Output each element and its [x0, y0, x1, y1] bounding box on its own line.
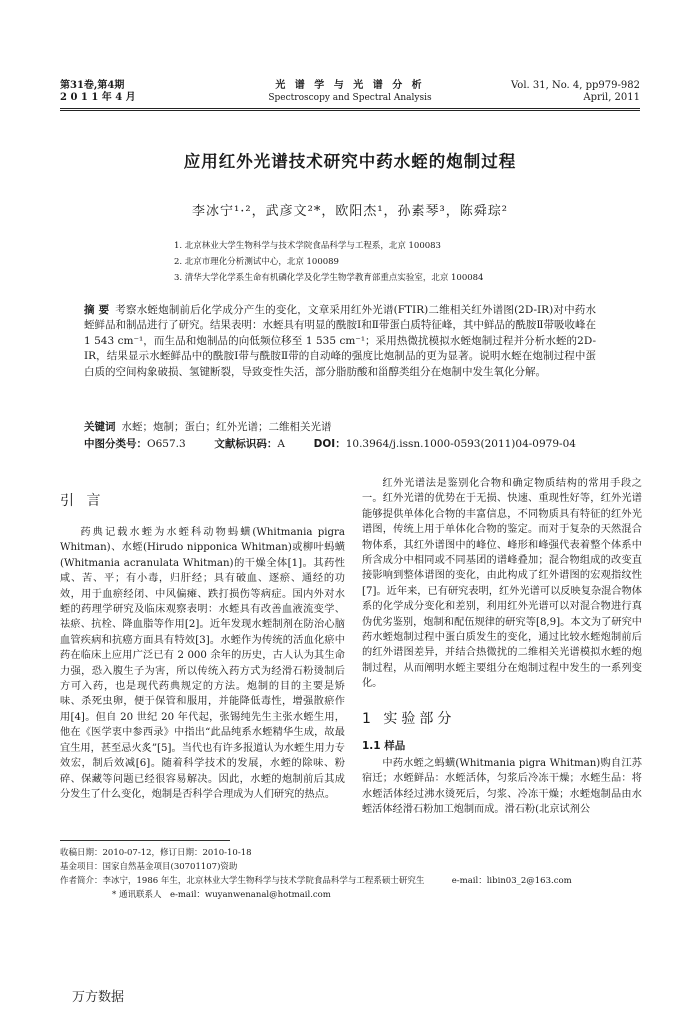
received-dates: 收稿日期：2010-07-12，修订日期：2010-10-18 — [60, 848, 252, 858]
keywords — [84, 420, 604, 434]
introduction-heading: 引 言 — [60, 493, 105, 509]
journal-name-en: Spectroscopy and Spectral Analysis — [268, 93, 432, 103]
samples-subheading: 1.1 样品 — [362, 739, 406, 752]
affiliation-2: 2. 北京市理化分析测试中心，北京 100089 — [174, 257, 339, 267]
footnote-rule — [60, 840, 230, 841]
clc-label: 中图分类号： — [84, 438, 147, 450]
journal-title-header — [200, 80, 500, 104]
corresponding-author: * 通讯联系人 e-mail：wuyanwenanal@hotmail.com — [112, 890, 331, 900]
doc-code-label: 文献标识码： — [214, 438, 278, 450]
issue-date: 2 0 1 1 年 4 月 — [60, 92, 136, 103]
header-rule-thick — [60, 108, 640, 109]
affiliation-3: 3. 清华大学化学系生命有机磷化学及化学生物学教育部重点实验室，北京 100084 — [174, 273, 484, 283]
author-bio — [60, 874, 640, 888]
introduction-paragraph: 药典记载水蛭为水蛭科动物蚂蟥(Whitmania pigra Whitman)、水蛭(Hirudo nipponica Whitman)或柳叶蚂蟥(Whitmania acranulata Whitman)的干燥全体[1]。其药性咸、苦、平；有小毒，归肝经；具有破血、逐瘀、通经的功效，用于血瘀经闭、中风偏瘫、跌打损伤等病症。国内外对水蛭的药理学研究及临床观察表明：水蛭具有改善血液流变学、祛瘀、抗栓、降血脂等作用[2]。近年发现水蛭制剂在防治心脑血管疾病和抗癌方面具有特效[3]。水蛭作为传统的活血化瘀中药在临床上应用广泛已有 2 000 余年的历史，古人认为其生命力强，恐入腹生子为害，所以传统入药方式为经滑石粉烫制后方可入药，也是现代药典规定的方法。炮制的目的主要是矫味、杀死虫卵，便于保管和服用，并能降低毒性，增强散瘀作用[4]。但自 20 世纪 20 年代起，张锡纯先生主张水蛭生用，他在《医学衷中参西录》中指出“此品纯系水蛭精华生成，故最宜生用，甚至忌火炙”[5]。当代也有许多报道认为水蛭生用力专效宏，制后效减[6]。随着科学技术的发展，水蛭的除味、粉碎、保藏等问题已经很容易解决。因此，水蛭的炮制前后其成分发生了什么变化，炮制是否科学合理成为人们研究的热点。 — [60, 527, 345, 800]
abstract-text: 考察水蛭炮制前后化学成分产生的变化，文章采用红外光谱(FTIR)二维相关红外谱图(2D-IR)对中药水蛭鲜品和制品进行了研究。结果表明：水蛭具有明显的酰胺Ⅰ和Ⅱ带蛋白质特征峰，其中鲜品的酰胺Ⅱ带吸收峰在 1 543 cm⁻¹，而生品和炮制品的向低频位移至 1 535 cm⁻¹；采用热微扰模拟水蛭炮制过程并分析水蛭的2D-IR，结果显示水蛭鲜品中的酰胺Ⅰ带与酰胺Ⅱ带的自动峰的强度比炮制品的更为显著。说明水蛭在炮制过程中蛋白质的空间构象破损、氢键断裂，导致变性失活，部分脂肪酸和甾醇类组分在炮制中发生氧化分解。 — [84, 304, 596, 378]
journal-name-cn: 光 谱 学 与 光 谱 分 析 — [275, 80, 425, 91]
abstract-label: 摘 要 — [84, 304, 110, 316]
abstract — [84, 303, 596, 380]
doi-value: 10.3964/j.issn.1000-0593(2011)04-0979-04 — [345, 438, 576, 450]
author-email: e-mail：libin03_2@163.com — [451, 876, 572, 886]
samples-paragraph: 中药水蛭之蚂蟥(Whitmania pigra Whitman)购自江苏宿迁；水蛭鲜品：水蛭活体，匀浆后冷冻干燥；水蛭生品：将水蛭活体经过沸水烫死后，匀浆、冷冻干燥；水蛭炮制品由水蛭活体经滑石粉加工炮制而成。滑石粉(北京试剂公 — [362, 757, 642, 815]
issue-date-en: April, 2011 — [583, 92, 640, 103]
affiliation-1: 1. 北京林业大学生物科学与技术学院食品科学与工程系，北京 100083 — [174, 241, 441, 251]
keywords-text: 水蛭；炮制；蛋白；红外光谱；二维相关光谱 — [121, 421, 332, 433]
wanfang-watermark: 万方数据 — [72, 990, 125, 1005]
author-list: 李冰宁¹·²，武彦文²*，欧阳杰¹，孙素琴³，陈舜琮² — [192, 204, 508, 219]
footnotes — [60, 846, 640, 902]
left-column — [60, 490, 345, 802]
journal-volume-header — [60, 80, 136, 104]
classification-line — [84, 437, 604, 451]
doc-code-value: A — [277, 438, 285, 450]
header-rule-thin — [60, 110, 640, 111]
right-column — [362, 476, 642, 817]
experimental-section-heading: 1 实验部分 — [362, 710, 456, 727]
author-bio-text: 作者简介：李冰宁，1986 年生，北京林业大学生物科学与技术学院食品科学与工程系硕士研究生 — [60, 876, 425, 886]
journal-pages-header — [511, 80, 640, 104]
doi-label: DOI： — [313, 438, 346, 450]
clc-value: O657.3 — [147, 438, 186, 450]
funding: 基金项目：国家自然基金项目(30701107)资助 — [60, 862, 238, 872]
paper-title: 应用红外光谱技术研究中药水蛭的炮制过程 — [183, 152, 517, 171]
volume-pages-en: Vol. 31, No. 4, pp979-982 — [511, 80, 640, 91]
ftir-background-paragraph: 红外光谱法是鉴别化合物和确定物质结构的常用手段之一。红外光谱的优势在于无损、快速、重现性好等，红外光谱能够提供单体化合物的丰富信息，不同物质具有特征的红外光谱图，传统上用于单体化合物的鉴定。而对于复杂的天然混合物体系，其红外谱图中的峰位、峰形和峰强代表着整个体系中所含成分中相同或不同基团的谱峰叠加；混合物组成的改变直接影响到整体谱图的变化，由此构成了红外谱图的宏观指纹性[7]。近年来，已有研究表明，红外光谱可以反映复杂混合物体系的化学成分变化和差别，利用红外光谱可以对混合物进行真伪优劣鉴别，炮制和配伍规律的研究等[8,9]。本文为了研究中药水蛭炮制过程中蛋白质发生的变化，通过比较水蛭炮制前后的红外谱图差异，并结合热微扰的二维相关光谱模拟水蛭的炮制过程，从而阐明水蛭主要组分在炮制过程中发生的一系列变化。 — [362, 478, 642, 690]
keywords-label: 关键词 — [84, 421, 116, 433]
volume-issue: 第31卷,第4期 — [60, 80, 125, 91]
